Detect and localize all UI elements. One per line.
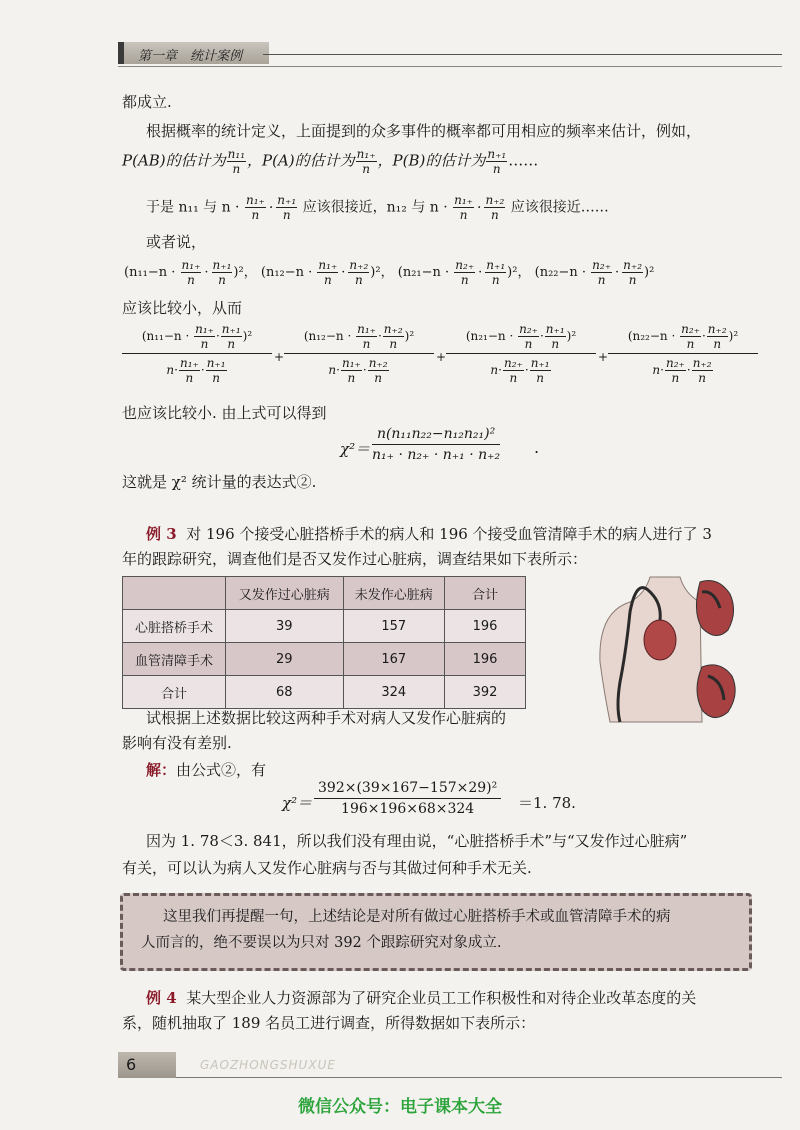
note-line1: 这里我们再提醒一句，上述结论是对所有做过心脏搭桥手术或血管清障手术的病	[163, 909, 671, 925]
pab-text: P(AB)的估计为	[122, 151, 226, 170]
solution-line: 解：由公式②，有	[146, 761, 267, 779]
example4-line2: 系，随机抽取了 189 名员工进行调查，所得数据如下表所示：	[122, 1014, 536, 1032]
pa-text: ，P(A)的估计为	[247, 151, 355, 170]
table-row	[123, 676, 526, 709]
paragraph-probability: 根据概率的统计定义，上面提到的众多事件的概率都可用相应的频率来估计，例如，	[146, 122, 702, 140]
conclusion-line1: 因为 1. 78＜3. 841，所以我们没有理由说，“心脏搭桥手术”与“又发作过心脏病”	[146, 832, 688, 850]
table-cell: 29	[226, 643, 344, 676]
table-cell: 392	[445, 676, 526, 709]
footer-rule	[176, 1077, 782, 1078]
table-header-cell: 又发作过心脏病	[226, 577, 344, 610]
pb-text: ，P(B)的估计为	[377, 151, 486, 170]
table-cell: 157	[343, 610, 444, 643]
chapter-header	[118, 42, 782, 68]
table-cell: 324	[343, 676, 444, 709]
compare-line1: 试根据上述数据比较这两种手术对病人又发作心脏病的	[146, 709, 507, 727]
header-rule	[263, 54, 782, 55]
table-cell: 68	[226, 676, 344, 709]
chi-definition: 这就是 χ² 统计量的表达式②.	[122, 473, 317, 491]
table-header-cell: 合计	[445, 577, 526, 610]
page-number-tab	[118, 1052, 176, 1078]
close-estimates-line: 于是 n₁₁ 与 n · $\frac{\text{n₁₊}}{n}$ · $\frac{\text{n₊₁}}{n}$ 应该很接近，n₁₂ 与 n · $\frac{\text{n₁₊}}{n}$ · $\frac{\text{n₊₂}}{n}$ 应该很接近……	[146, 193, 609, 222]
watermark-text: 微信公众号：电子课本大全	[298, 1097, 502, 1117]
textbook-page: 第一章 统计案例 都成立. 根据概率的统计定义，上面提到的众多事件的概率都可用相应的频率来估计，例如， P(AB)的估计为 $\frac{\text{n₁₁}}{n}$ ，P(A)的估计为 $\frac{\text{n₁₊}}{n}$ ，P(B)的估计为 $\frac{\text{n₊₁}}{n}$ …… 于是 n₁₁ 与 n · $\frac{\text{n₁₊}}{n}$ · $\frac{\text{n₊₁}}{n}$ 应该很接近，n₁₂ 与 n · $\frac{\text{n₁₊}}{n}$ · $\frac{\text{n₊₂}}{n}$ 应该很接近…… 或者说， (n₁₁−n · $\frac{\text{n₁₊}}{n}$ · $\frac{\text{n₊₁}}{n}$ )²， (n₁₂−n · $\frac{\text{n₁₊}}{n}$ · $\frac{\text{n₊₂}}{n}$ )²， (n₂₁−n · $\frac{\text{n₂₊}}{n}$ · $\frac{\text{n₊₁}}{n}$ )²， (n₂₂−n · $\frac{\text{n₂₊}}{n}$ · $\frac{\text{n₊₂}}{n}$ )² 应该比较小，从而 (n₁₁−n · $\frac{\text{n₁₊}}{n}$ · $\frac{\text{n₊₁}}{n}$ )² n· $\frac{\text{n₁₊}}{n}$ · $\frac{\text{n₊₁}}{n}$ + (n₁₂−n · $\frac{\text{n₁₊}}{n}$ · $\frac{\text{n₊₂}}{n}$ )² n· $\frac{\text{n₁₊}}{n}$ · $\frac{\text{n₊₂}}{n}$ + (n₂₁−n · $\frac{\text{n₂₊}}{n}$ · $\frac{\text{n₊₁}}{n}$ )² n· $\frac{\text{n₂₊}}{n}$ · $\frac{\text{n₊₁}}{n}$ + (n₂₂−n · $\frac{\text{n₂₊}}{n}$ · $\frac{\text{n₊₂}}{n}$ )² n· $\frac{\text{n₂₊}}{n}$ · $\frac{\text{n₊₂}}{n}$ 也应该比较小. 由上式可以得到 χ²＝ n(n₁₁n₂₂−n₁₂n₂₁)² n₁₊ · n₂₊ · n₊₁ · n₊₂ . 这就是 χ² 统计量的表达式②. 例 3 对 196 个接受心脏搭桥手术的病人和 196 个接受血管清障手术的病人进行了 3 年的跟踪研究，调查他们是否又发作过心脏病，调查结果如下表所示： 又发作过心脏病 未发作心脏病 合计 心脏搭桥手术 39 157 196 血管清障手术 29 167 196 合计 68 324 392 试根据上述数据比较这两种手术对病人又发作心脏病的 影响有没有差别. 解：由公式②，有 χ²＝ 392×(39×167−157×29)² 196×196×68×324 ＝1. 78. 因为 1. 78＜3. 841，所以我们没有理由说，“心脏搭桥手术”与“又发作过心脏病” 有关，可以认为病人又发作心脏病与否与其做过何种手术无关. 这里我们再提醒一句，上述结论是对所有做过心脏搭桥手术或血管清障手术的病 人而言的，绝不要误以为只对 392 个跟踪研究对象成立. 例 4 某大型企业人力资源部为了研究企业员工工作积极性和对待企业改革态度的关 系，随机抽取了 189 名员工进行调查，所得数据如下表所示： 6 GAOZHONGSHUXUE 微信公众号：电子课本大全	[0, 0, 800, 1130]
page-number: 6	[126, 1055, 137, 1074]
conclusion-line2: 有关，可以认为病人又发作心脏病与否与其做过何种手术无关.	[122, 859, 532, 877]
reminder-note-box	[120, 893, 752, 971]
table-cell: 血管清障手术	[123, 643, 226, 676]
chapter-tab	[118, 42, 269, 64]
line-conclusion: 都成立.	[122, 93, 172, 111]
should-be-small: 应该比较小，从而	[122, 299, 243, 317]
example3-line2: 年的跟踪研究，调查他们是否又发作过心脏病，调查结果如下表所示：	[122, 550, 588, 568]
squared-terms-line: (n₁₁−n · $\frac{\text{n₁₊}}{n}$ · $\frac{\text{n₊₁}}{n}$ )²， (n₁₂−n · $\frac{\text{n₁₊}}{n}$ · $\frac{\text{n₊₂}}{n}$ )²， (n₂₁−n · $\frac{\text{n₂₊}}{n}$ · $\frac{\text{n₊₁}}{n}$ )²， (n₂₂−n · $\frac{\text{n₂₊}}{n}$ · $\frac{\text{n₊₂}}{n}$ )²	[124, 258, 655, 287]
table-cell: 心脏搭桥手术	[123, 610, 226, 643]
table-header-cell: 未发作心脏病	[343, 577, 444, 610]
table-row	[123, 610, 526, 643]
chapter-title: 第一章 统计案例	[138, 49, 243, 64]
table-cell: 39	[226, 610, 344, 643]
header-underline	[118, 66, 782, 67]
footer-brand: GAOZHONGSHUXUE	[200, 1058, 336, 1072]
surgery-table	[122, 576, 526, 709]
estimates-line: P(AB)的估计为 $\frac{\text{n₁₁}}{n}$ ，P(A)的估计为 $\frac{\text{n₁₊}}{n}$ ，P(B)的估计为 $\frac{\text{n₊₁}}{n}$ ……	[122, 147, 539, 176]
frac-pb: $\frac{\text{n₊₁}}{n}$	[487, 147, 507, 176]
or-say: 或者说，	[146, 233, 207, 251]
also-small: 也应该比较小. 由上式可以得到	[122, 404, 327, 422]
note-line2: 人而言的，绝不要误以为只对 392 个跟踪研究对象成立.	[141, 935, 502, 951]
page-footer	[118, 1052, 782, 1082]
frac-pa: $\frac{\text{n₁₊}}{n}$	[356, 147, 376, 176]
table-cell: 167	[343, 643, 444, 676]
table-cell: 合计	[123, 676, 226, 709]
compare-line2: 影响有没有差别.	[122, 734, 232, 752]
table-header-row	[123, 577, 526, 610]
example4-line1: 例 4 某大型企业人力资源部为了研究企业员工工作积极性和对待企业改革态度的关	[146, 989, 697, 1007]
example3-line1: 例 3 对 196 个接受心脏搭桥手术的病人和 196 个接受血管清障手术的病人进行了 3	[146, 525, 712, 543]
frac-pab: $\frac{\text{n₁₁}}{n}$	[227, 147, 246, 176]
table-header-cell	[123, 577, 226, 610]
table-row	[123, 643, 526, 676]
heart-surgery-illustration	[590, 572, 740, 727]
chi-sum-expression: (n₁₁−n · $\frac{\text{n₁₊}}{n}$ · $\frac{\text{n₊₁}}{n}$ )² n· $\frac{\text{n₁₊}}{n}$ · $\frac{\text{n₊₁}}{n}$ + (n₁₂−n · $\frac{\text{n₁₊}}{n}$ · $\frac{\text{n₊₂}}{n}$ )² n· $\frac{\text{n₁₊}}{n}$ · $\frac{\text{n₊₂}}{n}$ + (n₂₁−n · $\frac{\text{n₂₊}}{n}$ · $\frac{\text{n₊₁}}{n}$ )² n· $\frac{\text{n₂₊}}{n}$ · $\frac{\text{n₊₁}}{n}$ + (n₂₂−n · $\frac{\text{n₂₊}}{n}$ · $\frac{\text{n₊₂}}{n}$ )² n· $\frac{\text{n₂₊}}{n}$ · $\frac{\text{n₊₂}}{n}$	[122, 322, 762, 402]
table-cell: 196	[445, 643, 526, 676]
table-cell: 196	[445, 610, 526, 643]
